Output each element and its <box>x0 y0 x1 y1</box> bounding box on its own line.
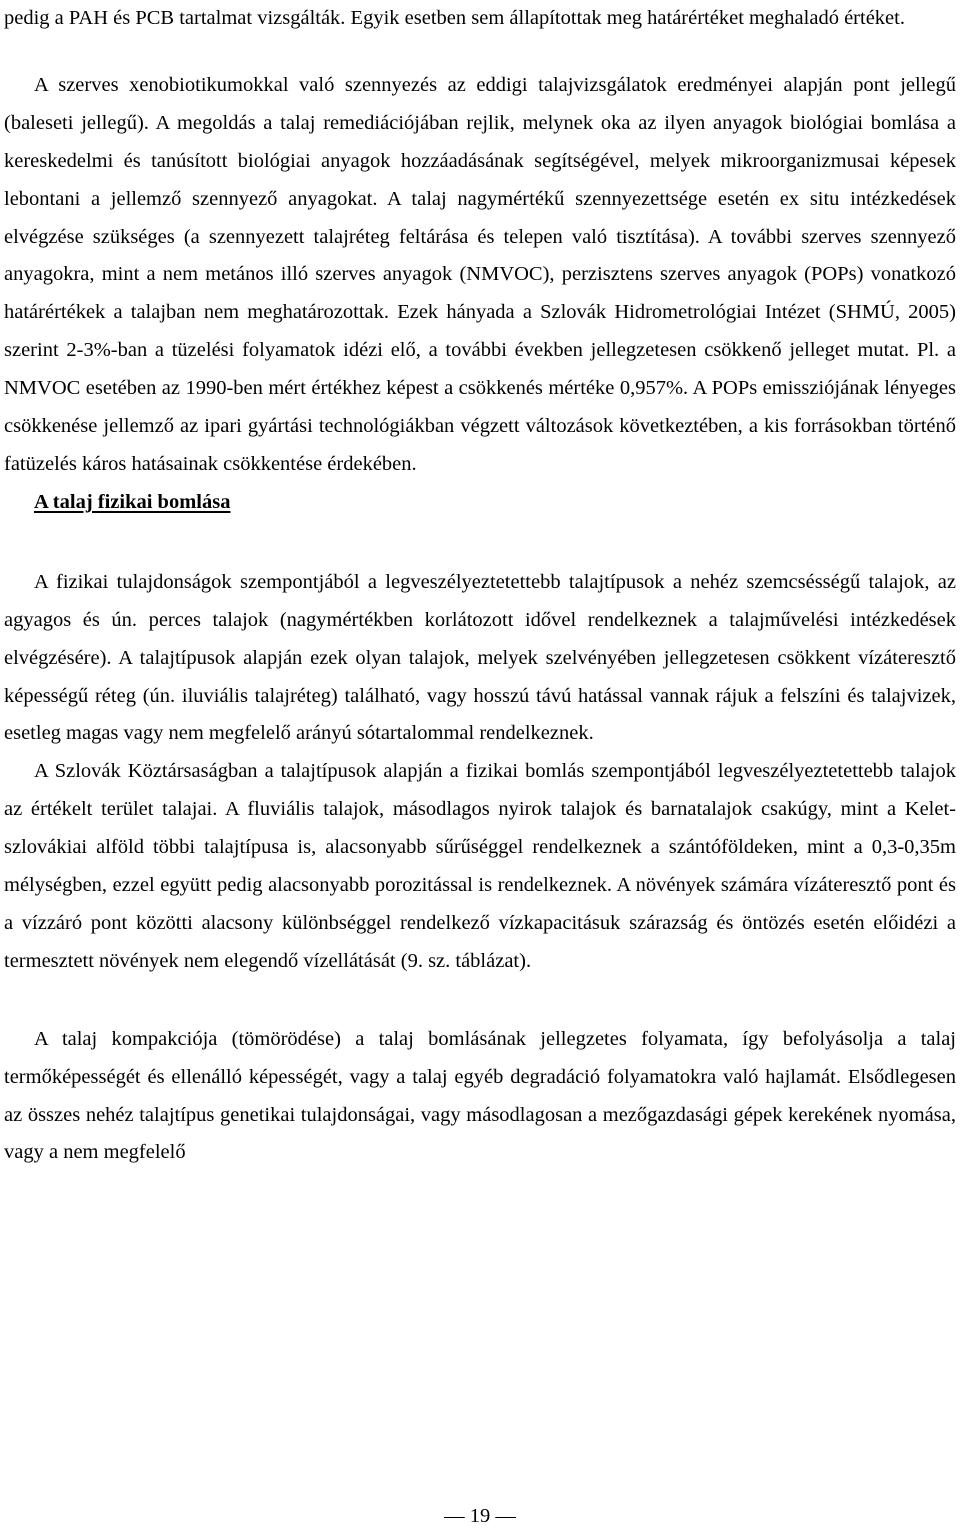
body-paragraph: A szerves xenobiotikumokkal való szennyezés az eddigi talajvizsgálatok eredményei alapján pont jellegű (baleseti jellegű). A megoldás a talaj remediációjában rejlik, melynek oka az ilyen anyagok biológiai bomlása a kereskedelmi és tanúsított biológiai anyagok hozzáadásának segítségével, melyek mikroorganizmusai képesek lebontani a jellemző szennyező anyagokat. A talaj nagymértékű szennyezettsége esetén ex situ intézkedések elvégzése szükséges (a szennyezett talajréteg feltárása és telepen való tisztítása). A további szerves szennyező anyagokra, mint a nem metános illó szerves anyagok (NMVOC), perzisztens szerves anyagok (POPs) vonatkozó határértékek a talajban nem meghatározottak. Ezek hányada a Szlovák Hidrometrológiai Intézet (SHMÚ, 2005) szerint 2-3%-ban a tüzelési folyamatok idézi elő, a további években jellegzetesen csökkenő jelleget mutat. Pl. a NMVOC esetében az 1990-ben mért értékhez képest a csökkenés mértéke 0,957%. A POPs emissziójának lényeges csökkenése jellemző az ipari gyártási technológiákban végzett változások következtében, a kis forrásokban történő fatüzelés káros hatásainak csökkentése érdekében. <box>4 73 956 475</box>
body-paragraph: A fizikai tulajdonságok szempontjából a legveszélyeztetettebb talajtípusok a nehéz szemcsésségű talajok, az agyagos és ún. perces talajok (nagymértékben korlátozott idővel rendelkeznek a talajművelési intézkedések elvégzésére). A talajtípusok alapján ezek olyan talajok, melyek szelvényében jellegzetesen csökkent vízáteresztő képességű réteg (ún. iluviális talajréteg) található, vagy hosszú távú hatással vannak rájuk a felszíni és talajvizek, esetleg magas vagy nem megfelelő arányú sótartalommal rendelkeznek. <box>4 570 956 745</box>
document-page <box>4 0 956 1172</box>
body-paragraph: A Szlovák Köztársaságban a talajtípusok alapján a fizikai bomlás szempontjából legveszélyeztetettebb talajok az értékelt terület talajai. A fluviális talajok, másodlagos nyirok talajok és barnatalajok csakúgy, mint a Kelet-szlovákiai alföld többi talajtípusa is, alacsonyabb sűrűséggel rendelkeznek a szántóföldeken, mint a 0,3-0,35m mélységben, ezzel együtt pedig alacsonyabb porozitással is rendelkeznek. A növények számára vízáteresztő pont és a vízzáró pont közötti alacsony különbséggel rendelkező vízkapacitásuk szárazság és öntözés esetén előidézi a termesztett növények nem elegendő vízellátását (9. sz. táblázat). <box>4 760 956 972</box>
section-heading: A talaj fizikai bomlása <box>34 490 231 513</box>
body-paragraph: pedig a PAH és PCB tartalmat vizsgálták. Egyik esetben sem állapítottak meg határértéket meghaladó értéket. <box>4 7 905 29</box>
body-paragraph: A talaj kompakciója (tömörödése) a talaj bomlásának jellegzetes folyamata, így befolyásolja a talaj termőképességét és ellenálló képességét, vagy a talaj egyéb degradáció folyamatokra való hajlamát. Elsődlegesen az összes nehéz talajtípus genetikai tulajdonságai, vagy másodlagosan a mezőgazdasági gépek kerekének nyomása, vagy a nem megfelelő <box>4 1027 956 1164</box>
page-number: — 19 — <box>444 1505 516 1527</box>
